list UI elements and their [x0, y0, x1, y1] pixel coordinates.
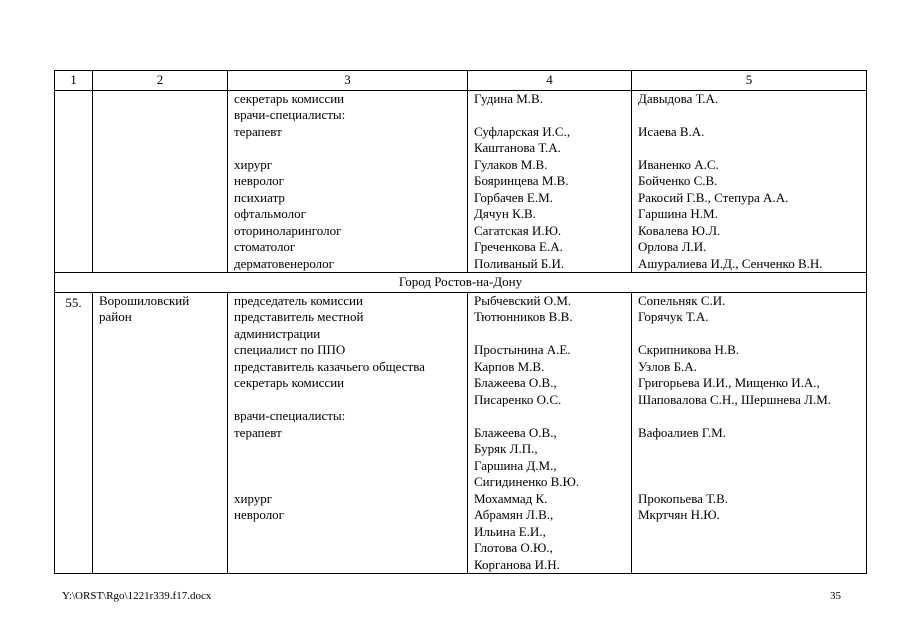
text-line: невролог	[234, 173, 285, 188]
table-row-continuation	[55, 90, 867, 273]
text-line: Узлов Б.А.	[638, 358, 697, 374]
text-line: Сопельняк С.И.	[638, 292, 726, 308]
text-line: оториноларинголог	[234, 222, 342, 238]
header-cell: 4	[468, 71, 632, 91]
header-cell: 2	[93, 71, 228, 91]
cell-positions	[228, 90, 468, 273]
text-line: Орлова Л.И.	[638, 239, 707, 254]
text-line: секретарь комиссии	[234, 90, 345, 106]
text-line: Блажеева О.В.,	[474, 375, 557, 390]
text-line: стоматолог	[234, 239, 296, 254]
text-line: врачи-специалисты:	[234, 408, 346, 423]
text-line	[234, 140, 461, 157]
text-line: Ракосий Г.В., Степура А.А.	[638, 189, 789, 205]
text-line: Карпов М.В.	[474, 358, 545, 374]
text-line	[638, 441, 860, 458]
cell-members	[468, 292, 632, 574]
text-line	[638, 540, 860, 557]
text-line	[234, 474, 461, 491]
text-line: Исаева В.А.	[638, 123, 705, 139]
text-line: Поливаный Б.И.	[474, 255, 565, 271]
text-line: Гулаков М.В.	[474, 156, 548, 172]
text-line	[234, 524, 461, 541]
section-title: Город Ростов-на-Дону	[55, 273, 867, 293]
text-line: Греченкова Е.А.	[474, 239, 563, 254]
footer-file-path: Y:\ORST\Rgo\1221r339.f17.docx	[62, 590, 212, 602]
text-line: Простынина А.Е.	[474, 342, 571, 357]
text-line: Ашуралиева И.Д., Сенченко В.Н.	[638, 255, 823, 271]
text-line: Каштанова Т.А.	[474, 140, 561, 155]
section-row	[55, 273, 867, 293]
cell-num	[55, 90, 93, 273]
text-line: хирург	[234, 156, 273, 172]
cell-positions	[228, 292, 468, 574]
text-line: администрации	[234, 325, 321, 341]
text-line	[234, 392, 461, 409]
text-line	[474, 107, 625, 124]
text-line: Скрипникова Н.В.	[638, 342, 740, 357]
cell-reserve-members	[632, 292, 867, 574]
text-line: Сигидиненко В.Ю.	[474, 474, 580, 489]
text-line: хирург	[234, 490, 273, 506]
text-line	[638, 524, 860, 541]
text-line	[638, 474, 860, 491]
text-line	[638, 408, 860, 425]
text-line	[474, 326, 625, 343]
text-line: Горячук Т.А.	[638, 309, 709, 324]
text-line	[638, 458, 860, 475]
text-line: Тютюнников В.В.	[474, 309, 573, 324]
text-line	[474, 408, 625, 425]
text-line: Бояринцева М.В.	[474, 173, 569, 188]
text-line: офтальмолог	[234, 206, 306, 221]
text-line: Давыдова Т.А.	[638, 90, 719, 106]
text-line: секретарь комиссии	[234, 375, 345, 390]
header-cell: 1	[55, 71, 93, 91]
text-line	[638, 557, 860, 574]
text-line	[638, 107, 860, 124]
text-line: Мохаммад К.	[474, 490, 548, 506]
text-line: Мкртчян Н.Ю.	[638, 507, 720, 522]
text-line: специалист по ППО	[234, 342, 346, 357]
text-line: Дячун К.В.	[474, 206, 536, 221]
text-line: Гаршина Н.М.	[638, 206, 718, 221]
text-line	[234, 458, 461, 475]
text-line: представитель местной	[234, 309, 364, 324]
cell-members	[468, 90, 632, 273]
text-line: Абрамян Л.В.,	[474, 507, 554, 522]
text-line: Писаренко О.С.	[474, 391, 562, 407]
text-line: район	[99, 309, 132, 324]
text-line: Прокопьева Т.В.	[638, 490, 728, 506]
text-line: Гаршина Д.М.,	[474, 457, 557, 473]
cell-district	[93, 292, 228, 574]
text-line: Шаповалова С.Н., Шершнева Л.М.	[638, 391, 832, 407]
cell-num: 55.	[55, 292, 93, 574]
cell-reserve-members	[632, 90, 867, 273]
text-line	[638, 140, 860, 157]
text-line: дерматовенеролог	[234, 255, 334, 271]
text-line: Корганова И.Н.	[474, 556, 560, 572]
text-line	[234, 540, 461, 557]
text-line: психиатр	[234, 189, 285, 205]
text-line: Буряк Л.П.,	[474, 441, 538, 456]
text-line: Иваненко А.С.	[638, 156, 719, 172]
text-line: председатель комиссии	[234, 292, 363, 308]
table-header-row	[55, 71, 867, 91]
text-line: представитель казачьего общества	[234, 358, 425, 374]
text-line: невролог	[234, 507, 285, 522]
header-cell: 3	[228, 71, 468, 91]
table-row-55	[55, 292, 867, 574]
text-line: терапевт	[234, 123, 282, 139]
commission-table	[54, 70, 867, 574]
text-line: Горбачев Е.М.	[474, 189, 553, 205]
text-line: Гудина М.В.	[474, 90, 543, 106]
text-line: Блажеева О.В.,	[474, 424, 557, 440]
header-cell: 5	[632, 71, 867, 91]
text-line: Суфларская И.С.,	[474, 123, 571, 139]
text-line	[638, 326, 860, 343]
text-line: Рыбчевский О.М.	[474, 292, 572, 308]
text-line: Глотова О.Ю.,	[474, 540, 553, 555]
text-line	[234, 557, 461, 574]
text-line: Сагатская И.Ю.	[474, 222, 562, 238]
text-line: Ковалева Ю.Л.	[638, 222, 721, 238]
footer-page-number: 35	[830, 590, 841, 602]
text-line: Вафоалиев Г.М.	[638, 424, 726, 440]
text-line: Ильина Е.И.,	[474, 523, 546, 539]
text-line: врачи-специалисты:	[234, 107, 346, 122]
text-line: Бойченко С.В.	[638, 173, 718, 188]
text-line: Ворошиловский	[99, 292, 190, 308]
text-line	[234, 441, 461, 458]
cell-district	[93, 90, 228, 273]
text-line: терапевт	[234, 424, 282, 440]
text-line: Григорьева И.И., Мищенко И.А.,	[638, 375, 820, 390]
